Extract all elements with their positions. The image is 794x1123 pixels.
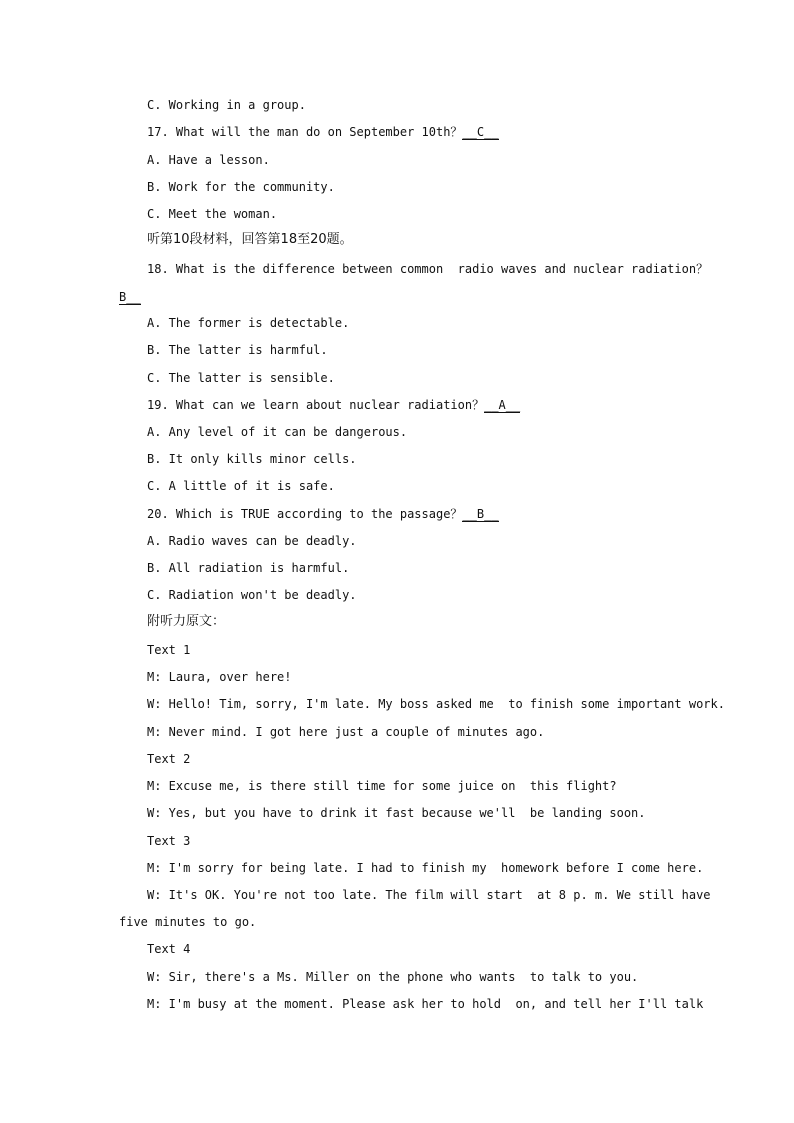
dialogue-line: W: Hello! Tim, sorry, I'm late. My boss asked me to finish some important work. [147,697,725,711]
answer-blank-19: __A__ [484,398,521,412]
text-4-label: Text 4 [147,942,191,956]
dialogue-line: M: Laura, over here! [147,670,292,684]
dialogue-line: M: I'm sorry for being late. I had to finish my homework before I come here. [147,861,704,875]
option-17b: B. Work for the community. [147,180,335,194]
answer-blank-17: __C__ [462,125,499,139]
dialogue-line: M: Excuse me, is there still time for some juice on this flight? [147,779,617,793]
answer-line-18 [119,289,679,305]
text-2-label: Text 2 [147,752,191,766]
answer-blank-20: __B__ [462,507,499,521]
section-heading-10: 听第10段材料，回答第18至20题。 [147,232,353,247]
option-20c: C. Radiation won't be deadly. [147,588,357,602]
option-18c: C. The latter is sensible. [147,371,335,385]
question-17: 17. What will the man do on September 10th？__C__ [147,125,499,139]
transcript-heading: 附听力原文： [147,614,226,629]
dialogue-line: W: Sir, there's a Ms. Miller on the phone who wants to talk to you. [147,970,639,984]
question-18: 18. What is the difference between common radio waves and nuclear radiation？ [147,262,709,276]
question-20: 20. Which is TRUE according to the passage？__B__ [147,507,499,521]
option-19a: A. Any level of it can be dangerous. [147,425,408,439]
dialogue-line: M: Never mind. I got here just a couple of minutes ago. [147,725,545,739]
option-17a: A. Have a lesson. [147,153,270,167]
option-16c: C. Working in a group. [147,98,306,112]
dialogue-line-continued: five minutes to go. [119,915,257,929]
dialogue-line: W: It's OK. You're not too late. The film will start at 8 p. m. We still have [147,888,711,902]
text-1-label: Text 1 [147,643,191,657]
text-3-label: Text 3 [147,834,191,848]
option-20b: B. All radiation is harmful. [147,561,350,575]
answer-blank-18: B__ [119,290,141,304]
option-19b: B. It only kills minor cells. [147,452,357,466]
option-19c: C. A little of it is safe. [147,479,335,493]
option-20a: A. Radio waves can be deadly. [147,534,357,548]
question-19: 19. What can we learn about nuclear radiation？__A__ [147,398,521,412]
dialogue-line: M: I'm busy at the moment. Please ask her to hold on, and tell her I'll talk [147,997,704,1011]
option-17c: C. Meet the woman. [147,207,278,221]
option-18a: A. The former is detectable. [147,316,350,330]
dialogue-line: W: Yes, but you have to drink it fast because we'll be landing soon. [147,806,646,820]
option-18b: B. The latter is harmful. [147,343,328,357]
